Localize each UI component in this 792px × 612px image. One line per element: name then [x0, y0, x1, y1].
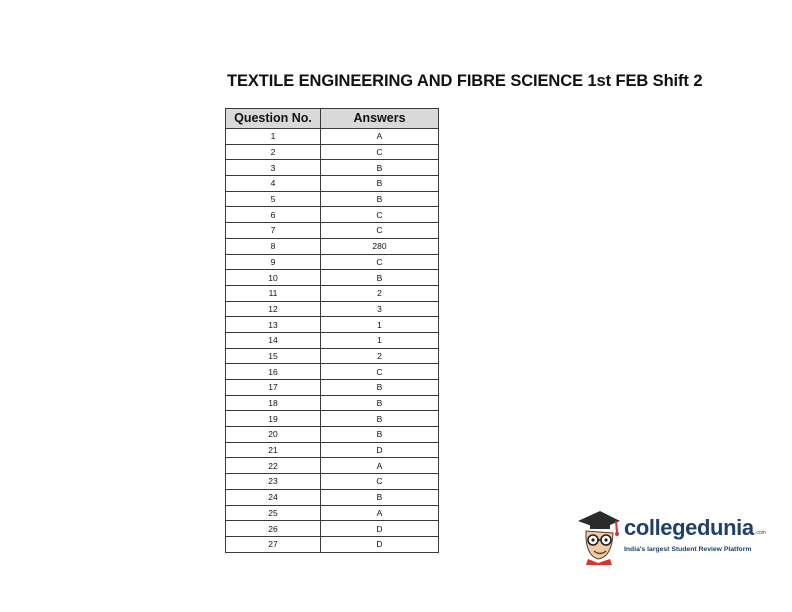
question-number-cell: 23: [226, 474, 321, 490]
question-number-cell: 21: [226, 442, 321, 458]
question-number-cell: 5: [226, 191, 321, 207]
table-row: [226, 521, 439, 537]
answer-key-table: [225, 108, 439, 553]
answer-cell: C: [321, 254, 439, 270]
answer-cell: D: [321, 442, 439, 458]
table-row: [226, 474, 439, 490]
answers-header: Answers: [321, 109, 439, 129]
question-number-cell: 27: [226, 536, 321, 552]
table-row: [226, 332, 439, 348]
question-number-cell: 4: [226, 176, 321, 192]
question-number-cell: 22: [226, 458, 321, 474]
question-number-cell: 10: [226, 270, 321, 286]
question-number-cell: 15: [226, 348, 321, 364]
table-row: [226, 207, 439, 223]
table-row: [226, 238, 439, 254]
question-number-cell: 7: [226, 223, 321, 239]
collegedunia-logo: [572, 503, 768, 567]
answer-cell: B: [321, 489, 439, 505]
answer-cell: C: [321, 144, 439, 160]
table-row: [226, 411, 439, 427]
question-no-header: Question No.: [226, 109, 321, 129]
brand-tagline: India's largest Student Review Platform: [624, 546, 752, 553]
answer-cell: A: [321, 458, 439, 474]
question-number-cell: 14: [226, 332, 321, 348]
question-number-cell: 8: [226, 238, 321, 254]
table-row: [226, 458, 439, 474]
answer-cell: B: [321, 160, 439, 176]
answer-cell: 280: [321, 238, 439, 254]
question-number-cell: 6: [226, 207, 321, 223]
answer-cell: C: [321, 207, 439, 223]
answer-cell: C: [321, 364, 439, 380]
question-number-cell: 12: [226, 301, 321, 317]
table-row: [226, 176, 439, 192]
answer-cell: B: [321, 427, 439, 443]
table-row: [226, 489, 439, 505]
table-row: [226, 160, 439, 176]
table-row: [226, 505, 439, 521]
table-row: [226, 223, 439, 239]
answer-cell: 1: [321, 332, 439, 348]
answer-cell: B: [321, 395, 439, 411]
question-number-cell: 9: [226, 254, 321, 270]
answer-cell: D: [321, 536, 439, 552]
table-header-row: [226, 109, 439, 129]
table-row: [226, 380, 439, 396]
graduate-mascot-icon: [576, 509, 622, 565]
table-row: [226, 285, 439, 301]
answer-cell: B: [321, 191, 439, 207]
answer-cell: B: [321, 270, 439, 286]
answer-cell: 1: [321, 317, 439, 333]
question-number-cell: 25: [226, 505, 321, 521]
question-number-cell: 13: [226, 317, 321, 333]
answer-cell: C: [321, 223, 439, 239]
answer-cell: B: [321, 380, 439, 396]
table-row: [226, 254, 439, 270]
question-number-cell: 24: [226, 489, 321, 505]
table-row: [226, 129, 439, 145]
question-number-cell: 3: [226, 160, 321, 176]
brand-name: collegedunia: [624, 515, 754, 540]
brand-domain-suffix: .com: [755, 530, 766, 536]
answer-cell: A: [321, 129, 439, 145]
question-number-cell: 26: [226, 521, 321, 537]
table-row: [226, 536, 439, 552]
table-row: [226, 191, 439, 207]
table-row: [226, 144, 439, 160]
answer-cell: B: [321, 411, 439, 427]
answer-cell: 2: [321, 348, 439, 364]
question-number-cell: 20: [226, 427, 321, 443]
answer-cell: D: [321, 521, 439, 537]
question-number-cell: 2: [226, 144, 321, 160]
table-row: [226, 395, 439, 411]
table-row: [226, 427, 439, 443]
answer-cell: A: [321, 505, 439, 521]
table-row: [226, 348, 439, 364]
question-number-cell: 1: [226, 129, 321, 145]
question-number-cell: 11: [226, 285, 321, 301]
answer-cell: 2: [321, 285, 439, 301]
page-title: TEXTILE ENGINEERING AND FIBRE SCIENCE 1st FEB Shift 2: [227, 72, 703, 90]
answer-cell: 3: [321, 301, 439, 317]
question-number-cell: 17: [226, 380, 321, 396]
table-row: [226, 270, 439, 286]
table-row: [226, 442, 439, 458]
answer-cell: B: [321, 176, 439, 192]
answer-cell: C: [321, 474, 439, 490]
table-row: [226, 317, 439, 333]
question-number-cell: 18: [226, 395, 321, 411]
table-row: [226, 364, 439, 380]
question-number-cell: 16: [226, 364, 321, 380]
table-row: [226, 301, 439, 317]
question-number-cell: 19: [226, 411, 321, 427]
